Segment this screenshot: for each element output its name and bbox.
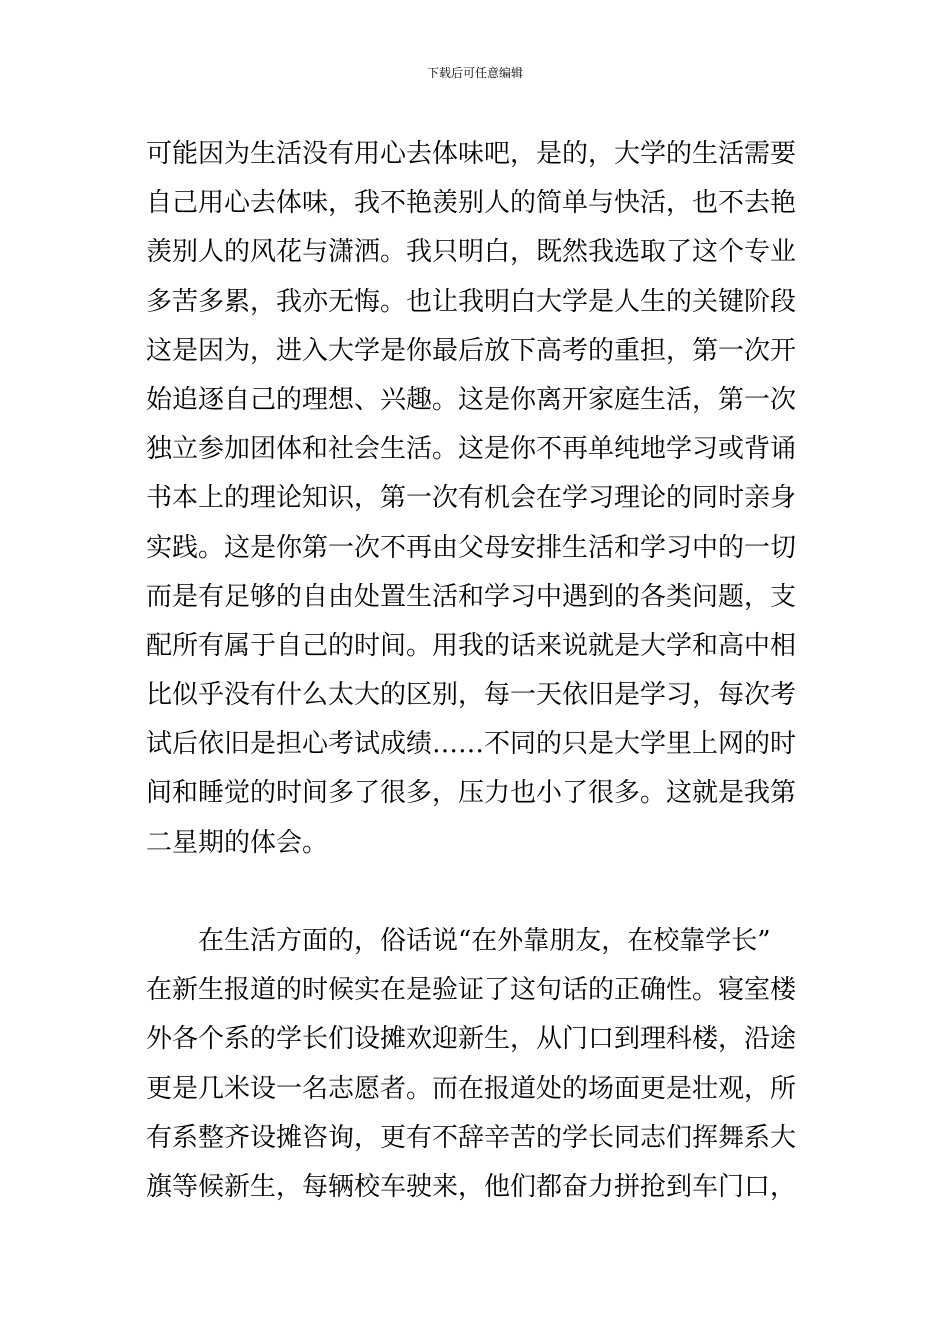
text-line: 这是因为，进入大学是你最后放下高考的重担，第一次开 — [146, 335, 797, 366]
text-line: 实践。这是你第一次不再由父母安排生活和学习中的一切 — [146, 532, 797, 563]
text-line: 试后依旧是担心考试成绩……不同的只是大学里上网的时 — [146, 729, 797, 760]
text-line: 可能因为生活没有用心去体味吧，是的，大学的生活需要 — [146, 139, 797, 169]
text-line: 配所有属于自己的时间。用我的话来说就是大学和高中相 — [146, 630, 797, 661]
text-line: 有系整齐设摊咨询，更有不辞辛苦的学长同志们挥舞系大 — [146, 1122, 797, 1153]
document-body — [146, 130, 811, 1212]
text-line: 多苦多累，我亦无悔。也让我明白大学是人生的关键阶段 — [146, 286, 797, 317]
paragraph — [146, 130, 811, 868]
text-line: 而是有足够的自由处置生活和学习中遇到的各类问题，支 — [146, 581, 797, 612]
text-line: 比似乎没有什么太大的区别，每一天依旧是学习，每次考 — [146, 680, 797, 711]
paragraph — [146, 917, 811, 1212]
text-line: 书本上的理论知识，第一次有机会在学习理论的同时亲身 — [146, 483, 797, 514]
text-line: 独立参加团体和社会生活。这是你不再单纯地学习或背诵 — [146, 434, 797, 465]
page-header: 下载后可任意编辑 — [426, 66, 523, 80]
text-line: 自己用心去体味，我不艳羡别人的简单与快活，也不去艳 — [146, 188, 797, 219]
paragraph-gap — [146, 868, 811, 917]
text-line: 始追逐自己的理想、兴趣。这是你离开家庭生活，第一次 — [146, 384, 797, 415]
text-line: 外各个系的学长们设摊欢迎新生，从门口到理科楼，沿途 — [146, 1024, 797, 1055]
text-line: 二星期的体会。 — [146, 827, 329, 858]
text-line: 间和睡觉的时间多了很多，压力也小了很多。这就是我第 — [146, 778, 797, 809]
text-line: 更是几米设一名志愿者。而在报道处的场面更是壮观，所 — [146, 1073, 797, 1104]
text-line: 旗等候新生，每辆校车驶来，他们都奋力拼抢到车门口， — [146, 1171, 797, 1202]
text-line: 羡别人的风花与潇洒。我只明白，既然我选取了这个专业 — [146, 237, 797, 268]
text-line: 在生活方面的，俗话说“在外靠朋友，在校靠学长” — [198, 926, 771, 956]
text-line: 在新生报道的时候实在是验证了这句话的正确性。寝室楼 — [146, 975, 797, 1006]
